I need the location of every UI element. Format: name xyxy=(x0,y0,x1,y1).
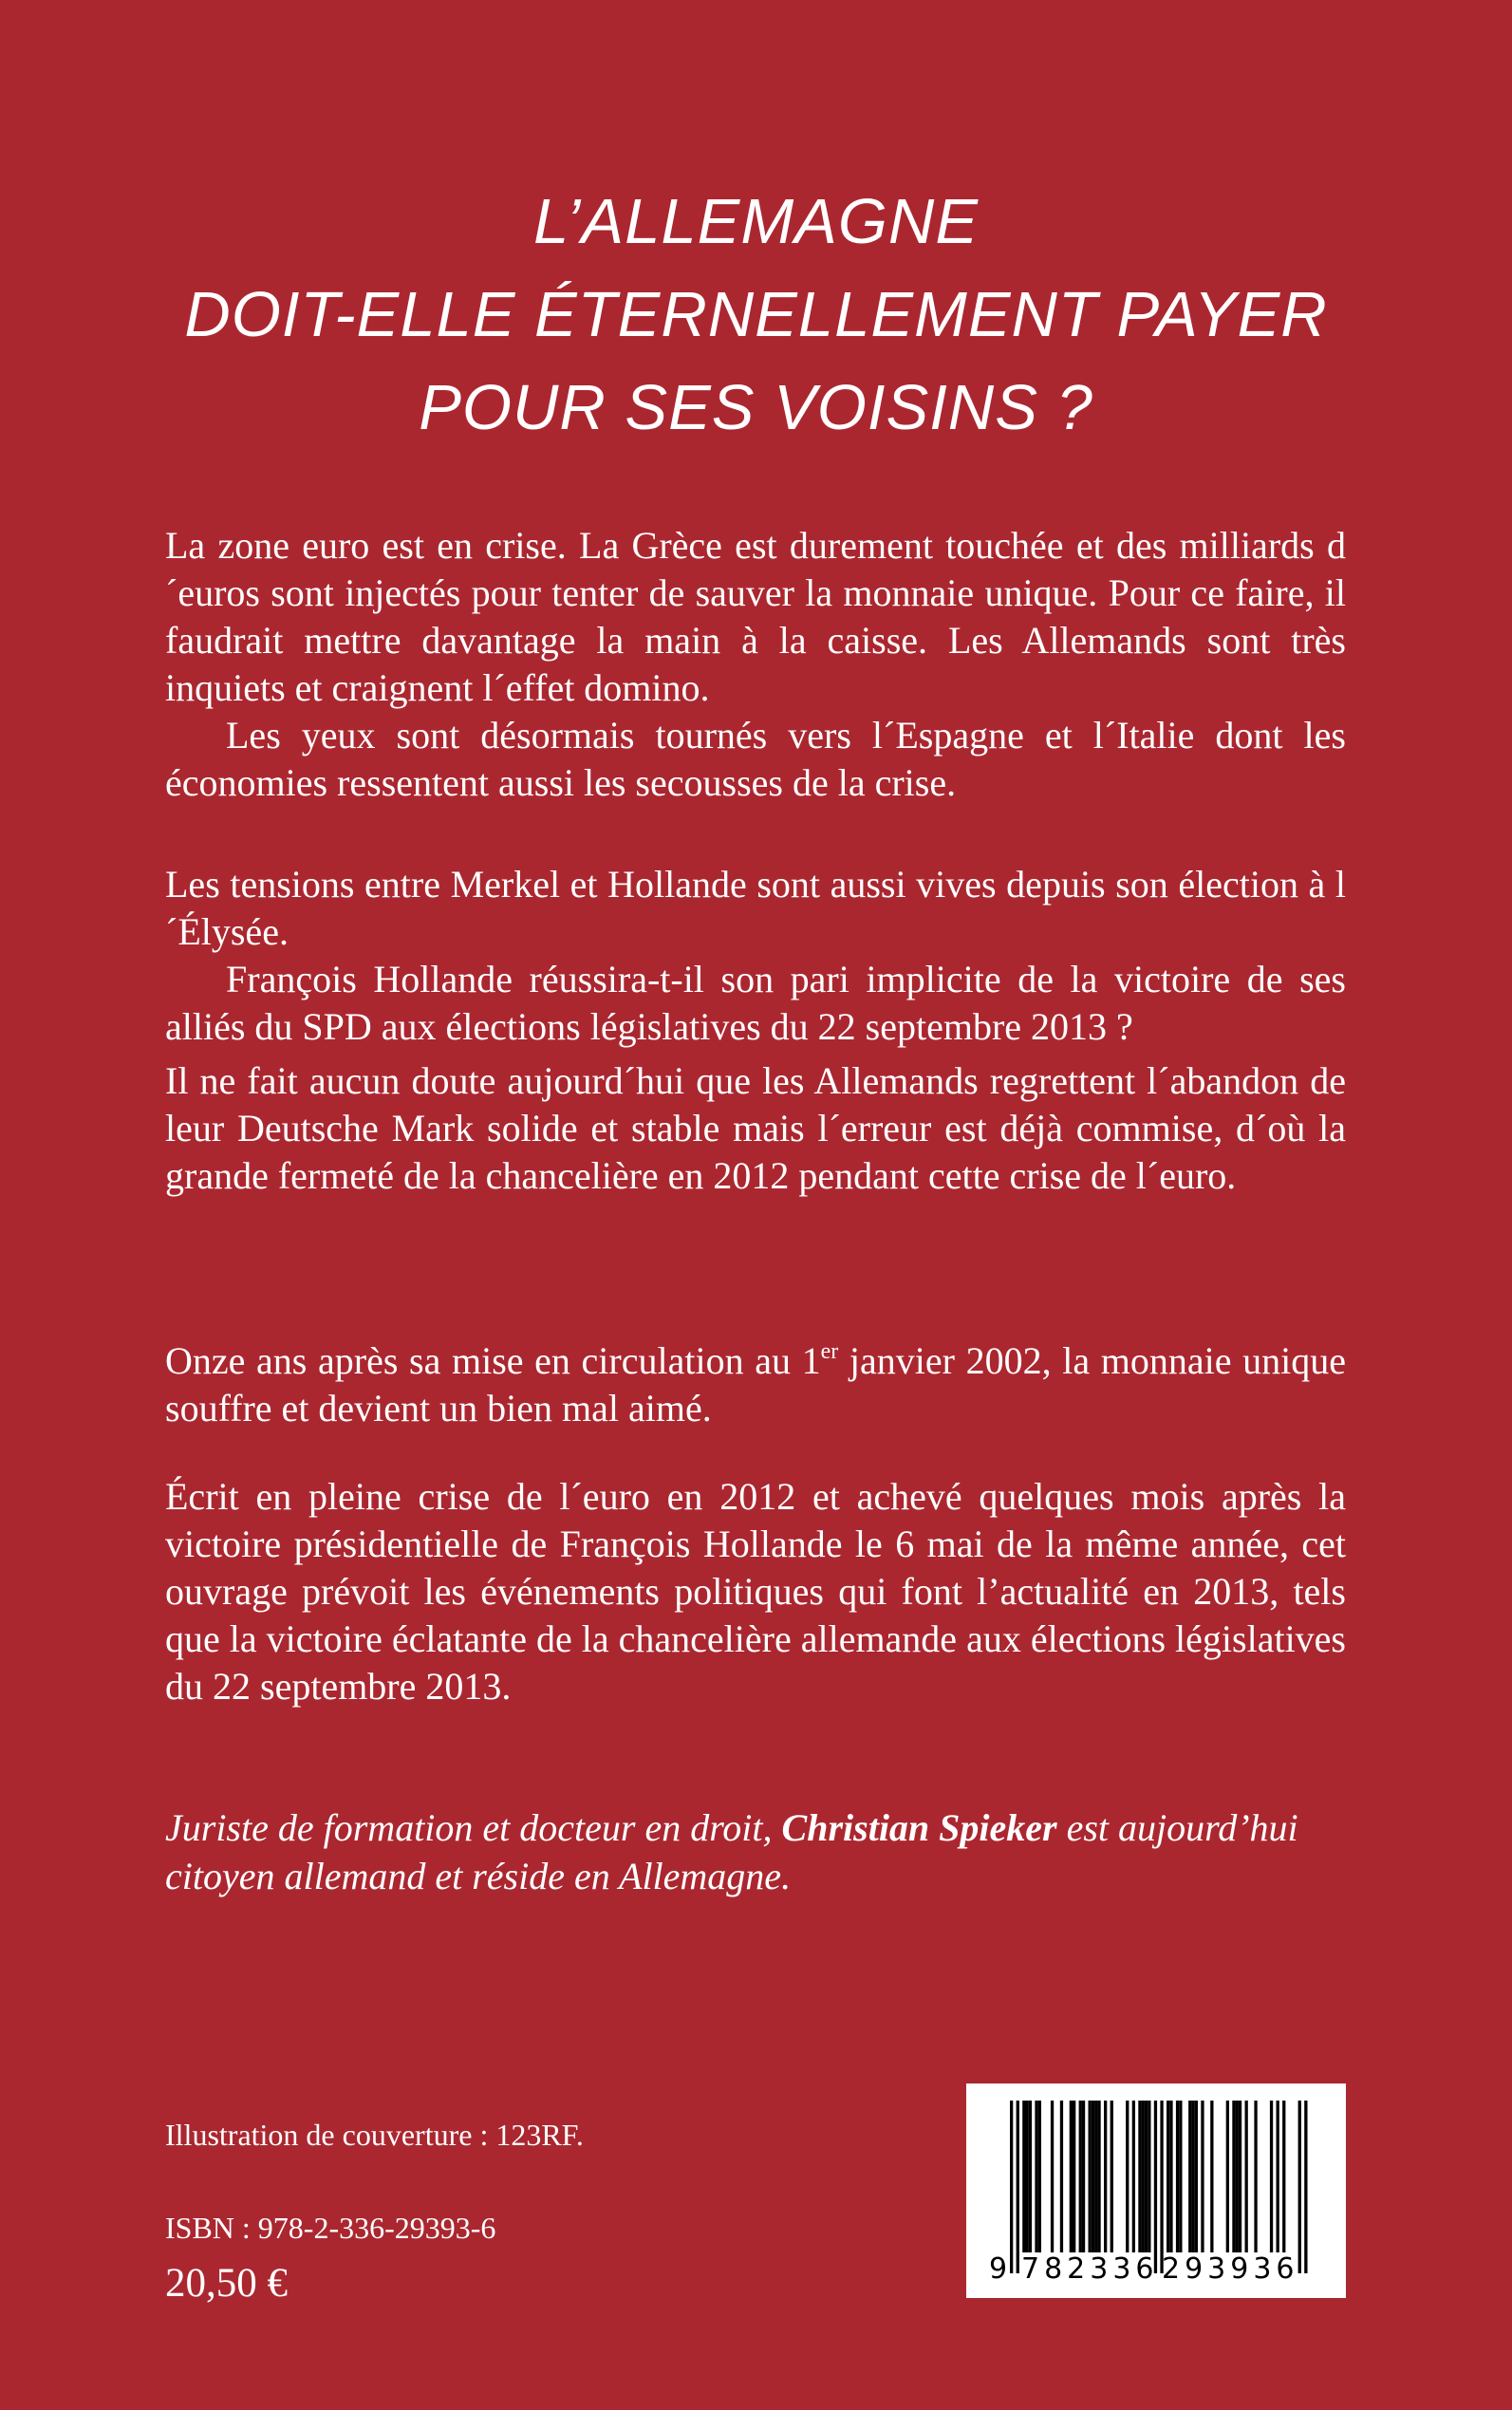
barcode-bar xyxy=(1038,2101,1041,2252)
barcode-bar xyxy=(1026,2101,1029,2252)
barcode-bar xyxy=(1176,2101,1179,2252)
barcode-bar xyxy=(1179,2101,1182,2252)
author-name: Christian Spieker xyxy=(781,1806,1057,1849)
barcode-bar xyxy=(1236,2101,1239,2252)
barcode-guard-bar xyxy=(1010,2101,1013,2273)
title-line-2: DOIT-ELLE ÉTERNELLEMENT PAYER xyxy=(184,279,1328,350)
barcode-bar xyxy=(1191,2101,1194,2252)
barcode-digit-group-2: 293936 xyxy=(1162,2252,1299,2286)
paragraph-3: Les tensions entre Merkel et Hollande sont aussi vives depuis son élection à l´Élysée. xyxy=(165,863,1346,953)
title-line-3: POUR SES VOISINS ? xyxy=(419,372,1093,443)
barcode-bar xyxy=(1210,2101,1213,2252)
barcode-bar xyxy=(1188,2101,1191,2252)
barcode-bar xyxy=(1089,2101,1092,2252)
paragraph-6-superscript: er xyxy=(820,1339,839,1364)
barcode-guard-bar xyxy=(1154,2101,1157,2273)
barcode-bar xyxy=(1070,2101,1073,2252)
paragraph-6-start: Onze ans après sa mise en circulation au 1 xyxy=(165,1339,821,1382)
barcode-bar xyxy=(1142,2101,1145,2252)
paragraph-2: Les yeux sont désormais tournés vers l´Espagne et l´Italie dont les économies ressentent aussi les secousses de la crise. xyxy=(165,714,1346,804)
author-bio-start: Juriste de formation et docteur en droit, xyxy=(165,1806,782,1849)
paragraph-6 xyxy=(165,1337,1346,1432)
isbn-label: ISBN : 978-2-336-29393-6 xyxy=(165,2211,496,2245)
summary-block-5 xyxy=(165,1473,1346,1710)
barcode-bar xyxy=(1051,2101,1054,2252)
barcode-bar xyxy=(1029,2101,1032,2252)
title-line-1: L’ALLEMAGNE xyxy=(532,186,980,257)
barcode-box xyxy=(966,2083,1346,2298)
paragraph-5: Il ne fait aucun doute aujourd´hui que les Allemands regrettent l´abandon de leur Deutsche Mark solide et stable mais l´erreur est déjà commise, d´où la grande fermeté de la chancelière en 2012 pendant cette crise de l´euro. xyxy=(165,1059,1346,1197)
barcode-bar xyxy=(1097,2101,1100,2252)
barcode-bar xyxy=(1094,2101,1097,2252)
summary-block-3 xyxy=(165,1057,1346,1200)
barcode-bar xyxy=(1245,2101,1248,2252)
barcode-bar xyxy=(1073,2101,1075,2252)
barcode-bar xyxy=(1104,2101,1107,2252)
author-bio xyxy=(165,1803,1352,1900)
barcode-digit-group-1: 782336 xyxy=(1021,2252,1159,2286)
author-bio-end: est aujourd’hui citoyen allemand et réside en Allemagne. xyxy=(165,1806,1298,1897)
summary-block-1 xyxy=(165,522,1346,807)
summary-block-4 xyxy=(165,1337,1346,1432)
book-title xyxy=(0,176,1512,455)
cover-illustration-credit: Illustration de couverture : 123RF. xyxy=(165,2118,584,2152)
barcode-bar xyxy=(1277,2101,1279,2252)
paragraph-6-end: janvier 2002, la monnaie unique souffre et devient un bien mal aimé. xyxy=(165,1339,1346,1429)
paragraph-1: La zone euro est en crise. La Grèce est durement touchée et des milliards d´euros sont injectés pour tenter de sauver la monnaie unique. Pour ce faire, il faudrait mettre davantage la main à la caisse. Les Allemands sont très inquiets et craignent l´effet domino. xyxy=(165,524,1346,709)
barcode-bar xyxy=(1195,2101,1198,2252)
barcode-bar xyxy=(1138,2101,1141,2252)
barcode-bar xyxy=(1201,2101,1204,2252)
barcode-bar xyxy=(1092,2101,1094,2252)
barcode-bar xyxy=(1282,2101,1285,2252)
barcode-bar xyxy=(1079,2101,1082,2252)
barcode-bar xyxy=(1232,2101,1235,2252)
barcode-bar xyxy=(1148,2101,1150,2252)
summary-block-2 xyxy=(165,861,1346,1051)
barcode-bar xyxy=(1060,2101,1063,2252)
barcode-bar xyxy=(1035,2101,1037,2252)
paragraph-4: François Hollande réussira-t-il son pari implicite de la victoire de ses alliés du SPD aux élections législatives du 22 septembre 2013 ? xyxy=(165,958,1346,1048)
barcode-bar xyxy=(1167,2101,1169,2252)
barcode-bar xyxy=(1126,2101,1129,2252)
barcode-guard-bar xyxy=(1160,2101,1163,2273)
barcode-bar xyxy=(1254,2101,1257,2252)
barcode-bar xyxy=(1270,2101,1273,2252)
barcode-bar xyxy=(1022,2101,1025,2252)
barcode-bar xyxy=(1239,2101,1241,2252)
barcode-guard-bar xyxy=(1304,2101,1307,2273)
barcode-bar xyxy=(1111,2101,1113,2252)
barcode-bar xyxy=(1145,2101,1148,2252)
barcode-bar xyxy=(1082,2101,1085,2252)
price-label: 20,50 € xyxy=(165,2261,288,2306)
barcode-bar xyxy=(1132,2101,1135,2252)
barcode-digit-first: 9 xyxy=(989,2252,1008,2286)
barcode-guard-bar xyxy=(1298,2101,1301,2273)
barcode-graphic xyxy=(966,2083,1346,2298)
barcode-bar xyxy=(1226,2101,1229,2252)
barcode-guard-bar xyxy=(1017,2101,1019,2273)
paragraph-7: Écrit en pleine crise de l´euro en 2012 et achevé quelques mois après la victoire présidentielle de François Hollande le 6 mai de la même année, cet ouvrage prévoit les événements politiques qui font l’actualité en 2013, tels que la victoire éclatante de la chancelière allemande aux élections législatives du 22 septembre 2013. xyxy=(165,1475,1346,1708)
barcode-bar xyxy=(1169,2101,1172,2252)
